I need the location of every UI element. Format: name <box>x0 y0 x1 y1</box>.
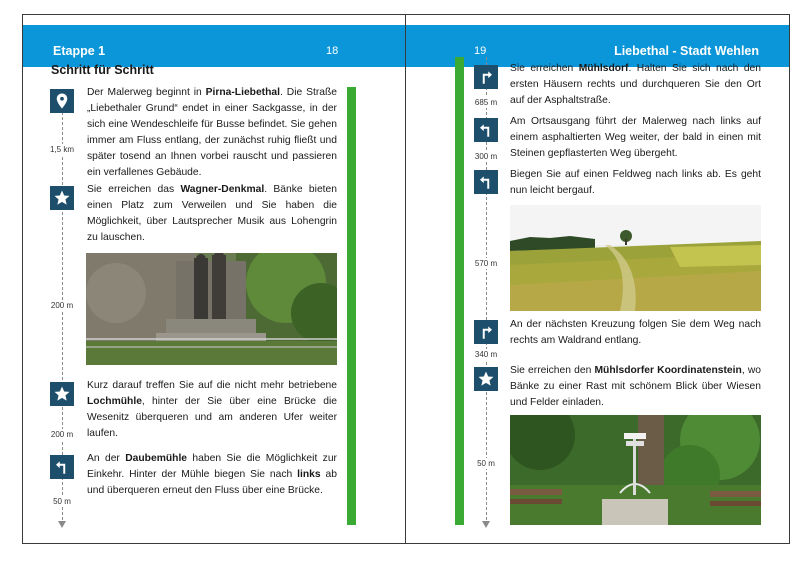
field-landscape-photo <box>510 205 761 311</box>
wagner-monument-photo <box>86 253 337 365</box>
distance-label: 50 m <box>42 496 82 507</box>
distance-label: 300 m <box>466 151 506 162</box>
star-icon <box>50 382 74 406</box>
location-pin-icon <box>50 89 74 113</box>
page-number: 18 <box>326 45 339 57</box>
distance-label: 200 m <box>42 429 82 440</box>
star-icon <box>50 186 74 210</box>
route-step-text: Sie erreichen das Wagner-Denkmal. Bänke bieten einen Platz zum Verweilen und Sie haben die Möglichkeit, über Lautsprecher Musik aus Lohengrin zu lauschen. <box>87 184 337 243</box>
page-header <box>23 25 405 67</box>
right-page <box>406 14 790 544</box>
koordinatenstein-photo <box>510 415 761 525</box>
left-page <box>22 14 406 544</box>
timeline-arrow-icon <box>482 521 490 528</box>
route-step-text: Biegen Sie auf einen Feldweg nach links ab. Es geht nun leicht bergauf. <box>510 169 761 196</box>
distance-label: 1,5 km <box>42 144 82 155</box>
distance-label: 685 m <box>466 97 506 108</box>
route-step-text: Sie erreichen den Mühlsdorfer Koordinatenstein, wo Bänke zu einer Rast mit schönem Blick über Wiesen und Felder einladen. <box>510 365 761 408</box>
route-step-text: Sie erreichen Mühlsdorf. Halten Sie sich nach den ersten Häusern rechts und durchqueren Sie den Ort auf der Asphaltstraße. <box>510 63 762 106</box>
turn-left-icon <box>474 118 498 142</box>
route-green-bar <box>347 87 356 525</box>
distance-label: 570 m <box>466 258 506 269</box>
star-icon <box>474 367 498 391</box>
route-step-text: Am Ortsausgang führt der Malerweg nach links auf einem asphaltierten Weg weiter, der bald in einen mit Steinen gepflasterten Weg übergeht. <box>510 116 761 159</box>
distance-label: 50 m <box>466 458 506 469</box>
turn-right-icon <box>474 320 498 344</box>
turn-left-icon <box>50 455 74 479</box>
route-step-text: Kurz darauf treffen Sie auf die nicht mehr betriebene Lochmühle, hinter der Sie über eine Brücke die Wesenitz überqueren und am anderen Ufer weiter laufen. <box>87 380 337 439</box>
stage-title: Etappe 1 <box>53 44 106 58</box>
stage-title: Liebethal - Stadt Wehlen <box>614 44 759 58</box>
page-number: 19 <box>474 45 487 57</box>
turn-right-icon <box>474 65 498 89</box>
section-title: Schritt für Schritt <box>51 63 154 77</box>
timeline-arrow-icon <box>58 521 66 528</box>
distance-label: 200 m <box>42 300 82 311</box>
route-step-text: An der nächsten Kreuzung folgen Sie dem Weg nach rechts am Waldrand entlang. <box>510 319 761 346</box>
route-step-text: Der Malerweg beginnt in Pirna-Liebethal. Die Straße „Liebethaler Grund“ endet in einer Sackgasse, in der sich eine Wendeschleife für Busse befindet. Sie gehen immer am Fluss entlang, der zunächst ruhig fließt und später tosend an Ihnen vorbei rauscht und passieren ein verfallenes Gebäude. <box>87 87 338 178</box>
route-green-bar <box>455 57 464 525</box>
distance-label: 340 m <box>466 349 506 360</box>
route-step-text: An der Daubemühle haben Sie die Möglichkeit zur Einkehr. Hinter der Mühle biegen Sie nach links ab und überqueren erneut den Fluss über eine Brücke. <box>87 453 337 496</box>
turn-left-icon <box>474 170 498 194</box>
